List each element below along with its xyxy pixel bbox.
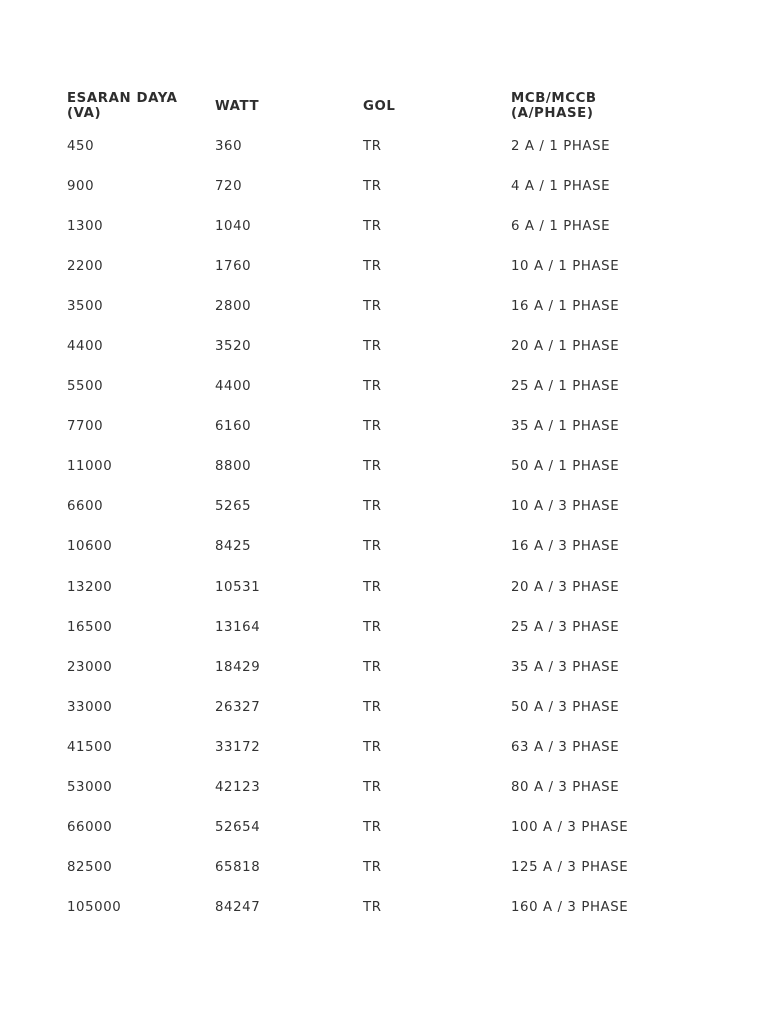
cell-watt: 3520: [215, 339, 252, 355]
table-row: [60, 487, 660, 527]
cell-watt: 18429: [215, 659, 261, 675]
cell-watt: 84247: [215, 900, 261, 916]
header-row: [60, 86, 660, 126]
cell-gol: TR: [363, 619, 382, 635]
cell-watt: 33172: [215, 739, 261, 755]
cell-watt: 8425: [215, 539, 252, 555]
cell-esaran-daya: 3500: [67, 298, 104, 314]
cell-gol: TR: [363, 539, 382, 555]
table-row: [60, 687, 660, 727]
cell-gol: TR: [363, 499, 382, 515]
cell-gol: TR: [363, 379, 382, 395]
cell-esaran-daya: 82500: [67, 860, 113, 876]
table-row: [60, 768, 660, 808]
cell-watt: 1760: [215, 258, 252, 274]
cell-esaran-daya: 66000: [67, 820, 113, 836]
cell-watt: 52654: [215, 820, 261, 836]
cell-gol: TR: [363, 820, 382, 836]
cell-mcb-mccb: 125 A / 3 PHASE: [511, 860, 629, 876]
table-row: [60, 286, 660, 326]
cell-watt: 42123: [215, 780, 261, 796]
cell-watt: 4400: [215, 379, 252, 395]
cell-mcb-mccb: 4 A / 1 PHASE: [511, 178, 611, 194]
cell-esaran-daya: 5500: [67, 379, 104, 395]
cell-mcb-mccb: 10 A / 1 PHASE: [511, 258, 620, 274]
cell-mcb-mccb: 80 A / 3 PHASE: [511, 780, 620, 796]
cell-gol: TR: [363, 298, 382, 314]
cell-esaran-daya: 7700: [67, 419, 104, 435]
cell-mcb-mccb: 10 A / 3 PHASE: [511, 499, 620, 515]
table-row: [60, 407, 660, 447]
cell-esaran-daya: 900: [67, 178, 95, 194]
cell-gol: TR: [363, 459, 382, 475]
table-row: [60, 848, 660, 888]
cell-watt: 360: [215, 138, 243, 154]
cell-gol: TR: [363, 780, 382, 796]
cell-watt: 5265: [215, 499, 252, 515]
cell-gol: TR: [363, 579, 382, 595]
cell-mcb-mccb: 16 A / 3 PHASE: [511, 539, 620, 555]
cell-esaran-daya: 41500: [67, 739, 113, 755]
cell-mcb-mccb: 50 A / 1 PHASE: [511, 459, 620, 475]
cell-esaran-daya: 10600: [67, 539, 113, 555]
table-row: [60, 567, 660, 607]
cell-watt: 10531: [215, 579, 261, 595]
table-row: [60, 367, 660, 407]
table-row: [60, 808, 660, 848]
cell-mcb-mccb: 20 A / 3 PHASE: [511, 579, 620, 595]
table-row: [60, 246, 660, 286]
table-row: [60, 607, 660, 647]
cell-mcb-mccb: 50 A / 3 PHASE: [511, 699, 620, 715]
header-gol: GOL: [363, 98, 396, 114]
cell-mcb-mccb: 2 A / 1 PHASE: [511, 138, 611, 154]
cell-gol: TR: [363, 659, 382, 675]
cell-esaran-daya: 2200: [67, 258, 104, 274]
cell-esaran-daya: 6600: [67, 499, 104, 515]
cell-gol: TR: [363, 218, 382, 234]
cell-esaran-daya: 11000: [67, 459, 113, 475]
table-row: [60, 126, 660, 166]
cell-esaran-daya: 1300: [67, 218, 104, 234]
table-row: [60, 447, 660, 487]
cell-watt: 13164: [215, 619, 261, 635]
cell-mcb-mccb: 25 A / 3 PHASE: [511, 619, 620, 635]
cell-mcb-mccb: 35 A / 3 PHASE: [511, 659, 620, 675]
power-rating-table: [60, 86, 660, 928]
cell-gol: TR: [363, 258, 382, 274]
cell-watt: 6160: [215, 419, 252, 435]
cell-esaran-daya: 13200: [67, 579, 113, 595]
cell-watt: 2800: [215, 298, 252, 314]
cell-watt: 1040: [215, 218, 252, 234]
table-row: [60, 727, 660, 767]
table-row: [60, 166, 660, 206]
cell-gol: TR: [363, 178, 382, 194]
cell-mcb-mccb: 20 A / 1 PHASE: [511, 339, 620, 355]
cell-watt: 8800: [215, 459, 252, 475]
cell-gol: TR: [363, 900, 382, 916]
cell-gol: TR: [363, 419, 382, 435]
cell-gol: TR: [363, 739, 382, 755]
cell-esaran-daya: 23000: [67, 659, 113, 675]
cell-mcb-mccb: 160 A / 3 PHASE: [511, 900, 629, 916]
cell-watt: 720: [215, 178, 243, 194]
cell-mcb-mccb: 25 A / 1 PHASE: [511, 379, 620, 395]
cell-esaran-daya: 16500: [67, 619, 113, 635]
cell-watt: 65818: [215, 860, 261, 876]
cell-gol: TR: [363, 339, 382, 355]
table-row: [60, 326, 660, 366]
cell-esaran-daya: 33000: [67, 699, 113, 715]
header-watt: WATT: [215, 98, 260, 114]
cell-esaran-daya: 53000: [67, 780, 113, 796]
cell-esaran-daya: 450: [67, 138, 95, 154]
header-mcb-mccb: MCB/MCCB (A/PHASE): [511, 91, 597, 121]
cell-gol: TR: [363, 860, 382, 876]
cell-esaran-daya: 105000: [67, 900, 122, 916]
cell-gol: TR: [363, 138, 382, 154]
cell-mcb-mccb: 35 A / 1 PHASE: [511, 419, 620, 435]
table-row: [60, 206, 660, 246]
table-body: [60, 126, 660, 928]
header-esaran-daya: ESARAN DAYA (VA): [67, 91, 178, 121]
cell-gol: TR: [363, 699, 382, 715]
cell-mcb-mccb: 100 A / 3 PHASE: [511, 820, 629, 836]
cell-watt: 26327: [215, 699, 261, 715]
cell-mcb-mccb: 16 A / 1 PHASE: [511, 298, 620, 314]
cell-mcb-mccb: 63 A / 3 PHASE: [511, 739, 620, 755]
table-header: [60, 86, 660, 126]
table-row: [60, 888, 660, 928]
cell-esaran-daya: 4400: [67, 339, 104, 355]
cell-mcb-mccb: 6 A / 1 PHASE: [511, 218, 611, 234]
table-row: [60, 527, 660, 567]
table-row: [60, 647, 660, 687]
